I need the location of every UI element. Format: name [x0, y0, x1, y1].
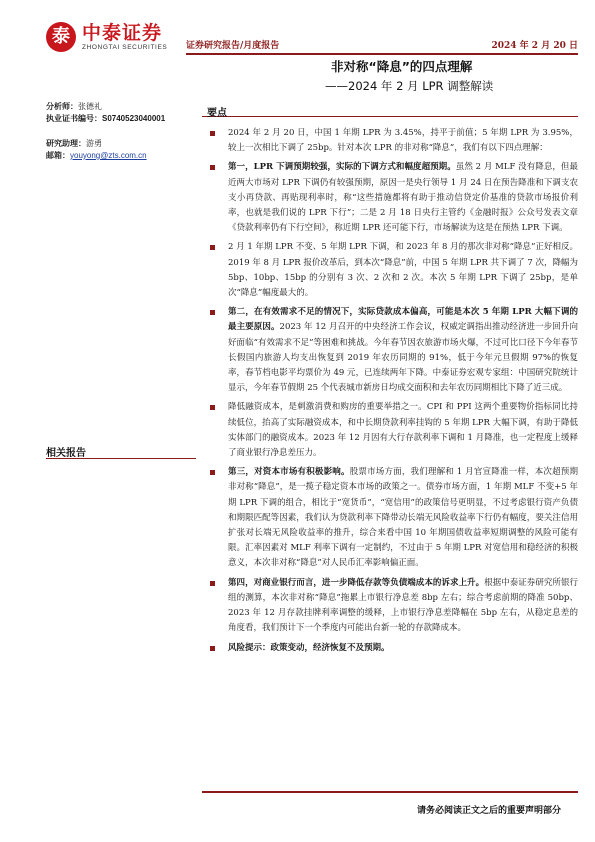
footer-divider	[202, 791, 578, 793]
disclaimer-footer: 请务必阅读正文之后的重要声明部分	[416, 806, 561, 816]
bullet-lead: 第二，在有效需求不足的情况下，实际贷款成本偏高，可能是本次 5 年期 LPR 大幅下调的最主要原因。	[228, 307, 578, 333]
bullet-text: 虽然 2 月 MLF 没有降息，但最近两大市场对 LPR 下调仍有较强预期，原因一是央行领导 1 月 24 日在预告降准和下调支农支小再贷款、再贴现利率时，称“这些措施都将有助于推动信贷定价基准的贷款市场报价利率，也就是我们说的 LPR 下行”；二是 2 月 18 日央行主管约《金融时报》公众号发表文章《贷款利率仍有下行空间》，称近期 LPR 还可能下行，市场解读为这是在预热 LPR 下调。	[228, 162, 578, 234]
summary-section	[202, 101, 578, 660]
email-link[interactable]: youyong@zts.com.cn	[70, 151, 147, 160]
analyst-row	[46, 100, 196, 112]
bullet-text: 2 月 1 年期 LPR 不变、5 年期 LPR 下调，和 2023 年 8 月的那次非对称“降息”正好相反。2019 年 8 月 LPR 报价改革后，到本次“降息”前，中国 5 年期 LPR 共下调了 7 次，降幅为 5bp、10bp、15bp 的分别有 3 次、2 次和 2 次。本次 5 年期 LPR 下调了 25bp，是单次“降息”幅度最大的。	[228, 242, 578, 299]
bullet-square-icon	[210, 470, 215, 475]
brand-logo	[46, 22, 167, 52]
bullet-lead: 第四，对商业银行而言，进一步降低存款等负债端成本的诉求上升。	[228, 577, 485, 588]
bullet-square-icon	[210, 131, 215, 136]
cert-row	[46, 112, 196, 124]
list-item	[202, 641, 578, 656]
email-row	[46, 149, 196, 161]
bullet-square-icon	[210, 310, 215, 315]
bullet-square-icon	[210, 581, 215, 586]
report-date: 2024 年 2 月 20 日	[491, 41, 578, 51]
related-reports-header	[46, 441, 196, 459]
analyst-info	[46, 100, 196, 161]
analyst-name: 张德礼	[78, 102, 102, 111]
bullet-square-icon	[210, 165, 215, 170]
brand-name-cn: 中泰证券	[82, 21, 163, 44]
bullet-square-icon	[210, 646, 215, 651]
bullet-square-icon	[210, 245, 215, 250]
cert-label: 执业证书编号：	[46, 113, 102, 123]
bullet-lead: 风险提示：政策变动，经济恢复不及预期。	[228, 642, 390, 653]
report-type: 证券研究报告/月度报告	[186, 41, 280, 51]
emblem-glyph: 泰	[52, 26, 70, 47]
bullet-text: 降低融资成本，是刺激消费和购房的重要举措之一。CPI 和 PPI 这两个重要物价指标同比持续低位，抬高了实际融资成本，和中长期贷款利率挂钩的 5 年期 LPR 大幅下调，有助于降低实体部门的融资成本。2023 年 12 月因有大行存款利率下调和 1 月降准，也一定程度上缓释了商业银行净息差压力。	[228, 402, 578, 459]
list-item	[202, 576, 578, 637]
list-item	[202, 465, 578, 571]
bullet-text: 根据中泰证券研究所银行组的测算，本次非对称“降息”拖累上市银行净息差 8bp 左右；综合考虑前期的降准 50bp、2023 年 12 月存款挂牌利率调整的缓释，上市银行净息差降幅在 5bp 左右，从稳定息差的角度看，我们预计下一个季度内可能出台新一轮的存款降成本。	[228, 577, 578, 634]
cert-number: S0740523040001	[102, 114, 166, 123]
assistant-row	[46, 137, 196, 149]
list-item	[202, 305, 578, 396]
bullet-square-icon	[210, 405, 215, 410]
summary-bullets	[202, 126, 578, 656]
bullet-text: 2023 年 12 月召开的中央经济工作会议，权威定调指出推动经济进一步回升向好面临“有效需求不足”等困难和挑战。今年春节因农旅游市场火爆，不过可比口径下今年春节长假国内旅游人均支出恢复到 2019 年农历同期的 91%，低于今年元旦假期 97%的恢复率，春节档电影平均票价为 49 元，已连续两年下降。中泰证券宏观专家组：中国研究院统计显示，今年春节假期 25 个代表城市新房日均成交面积和去年农历同期相比下降了近三成。	[228, 322, 578, 394]
report-title: 非对称“降息”的四点理解	[331, 59, 473, 74]
bullet-text: 股票市场方面，我们理解和 1 月官宣降准一样，本次超预期非对称“降息”，是一揽子稳定资本市场的政策之一。债券市场方面，1 年期 MLF 不变+5 年期 LPR 下调的组合，相比于“宽货币”，“宽信用”的政策信号更明显，不过考虑银行资产负债和期限匹配等因素，我们认为贷款利率下降带动长端无风险收益率下行仍有幅度，要关注信用扩张对长端无风险收益率的推升，综合来看中国 10 年期国债收益率短期调整的风险可能有限。汇率因素对 MLF 利率下调有一定制约，不过由于 5 年期 LPR 对宽信用和稳经济的积极意义，本次非对称“降息”对人民币汇率影响偏正面。	[228, 467, 578, 569]
bullet-lead: 第三，对资本市场有积极影响。	[228, 467, 350, 478]
list-item	[202, 126, 578, 156]
email-label: 邮箱：	[46, 150, 70, 160]
bullet-text: 2024 年 2 月 20 日，中国 1 年期 LPR 为 3.45%，持平于前值；5 年期 LPR 为 3.95%，较上一次相比下调了 25bp。针对本次 LPR 的非对称“降息”，我们有以下四点理解：	[228, 128, 578, 154]
list-item	[202, 160, 578, 236]
related-reports-label: 相关报告	[46, 448, 86, 459]
assistant-name: 游勇	[86, 139, 102, 148]
list-item	[202, 240, 578, 301]
zhongtai-emblem-icon	[46, 22, 76, 52]
list-item	[202, 400, 578, 461]
analyst-label: 分析师：	[46, 101, 78, 111]
summary-label: 要点	[207, 108, 227, 119]
assistant-label: 研究助理：	[46, 138, 86, 148]
brand-name-en: ZHONGTAI SECURITIES	[82, 43, 168, 51]
brand-wordmark	[82, 23, 167, 52]
report-subtitle: ——2024 年 2 月 LPR 调整解读	[325, 79, 494, 93]
summary-header	[202, 101, 578, 117]
bullet-lead: 第一，LPR 下调预期较强，实际的下调方式和幅度超预期。	[228, 162, 456, 173]
report-header-bar	[186, 41, 578, 55]
spacer	[46, 124, 196, 137]
